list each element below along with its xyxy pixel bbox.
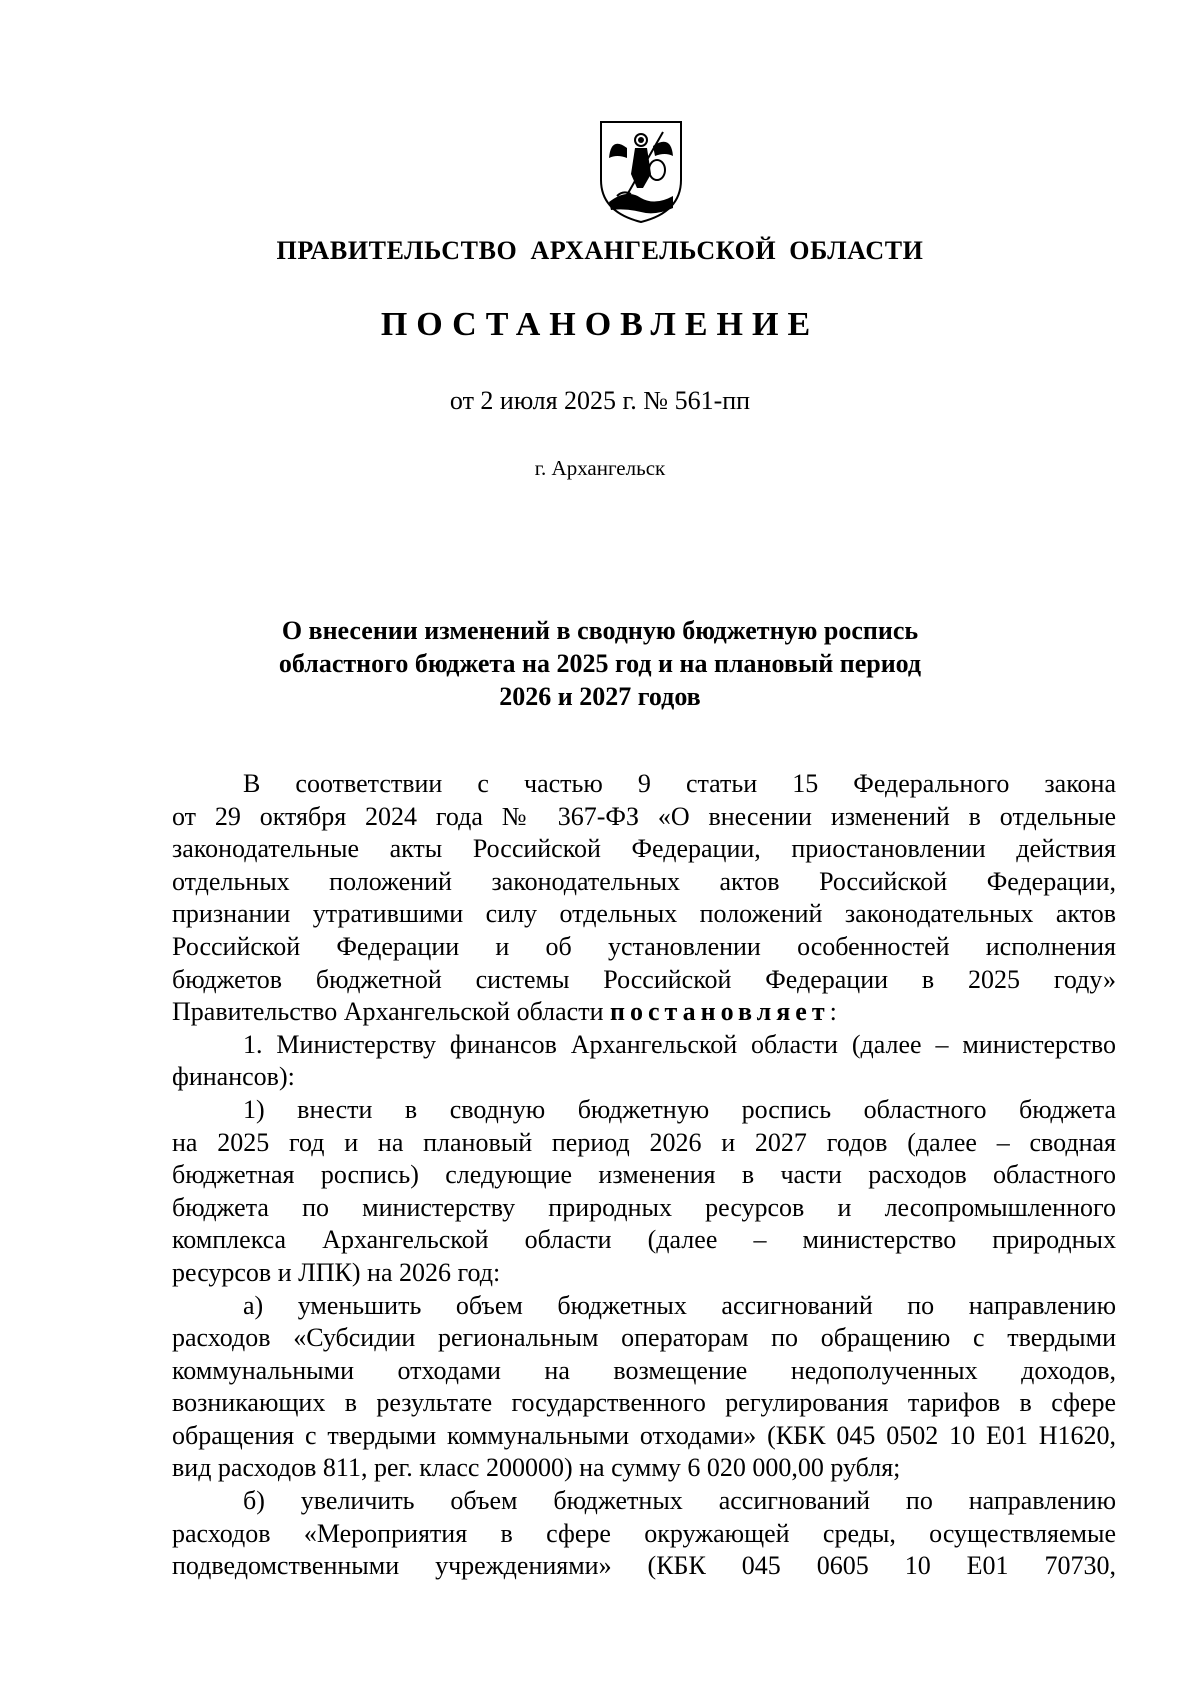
body-line: обращения с твердыми коммунальными отходами» (КБК 045 0502 10 Е01 Н1620, <box>172 1420 1116 1450</box>
body-line: отдельных положений законодательных актов Российской Федерации, <box>172 866 1116 896</box>
body-line: бюджетная роспись) следующие изменения в части расходов областного <box>172 1160 1116 1190</box>
body-line: б) увеличить объем бюджетных ассигнований по направлению <box>243 1486 1116 1516</box>
body-line: 1. Министерству финансов Архангельской области (далее – министерство <box>243 1029 1116 1059</box>
body-line: законодательные акты Российской Федерации, приостановлении действия <box>172 834 1116 864</box>
body-line: а) уменьшить объем бюджетных ассигнований по направлению <box>243 1290 1116 1320</box>
document-city: г. Архангельск <box>534 456 666 480</box>
decree-colon: : <box>829 997 837 1027</box>
coat-of-arms-icon <box>597 118 685 226</box>
body-line: В соответствии с частью 9 статьи 15 Федерального закона <box>243 769 1116 798</box>
body-line: от 29 октября 2024 года № 367-ФЗ «О внесении изменений в отдельные <box>172 801 1116 831</box>
title-line: областного бюджета на 2025 год и на плановый период <box>278 649 922 678</box>
body-line: вид расходов 811, рег. класс 200000) на сумму 6 020 000,00 рубля; <box>172 1453 901 1483</box>
body-line: бюджета по министерству природных ресурсов и лесопромышленного <box>172 1192 1116 1222</box>
document-title <box>0 614 1200 713</box>
body-line: подведомственными учреждениями» (КБК 045 0605 10 Е01 70730, <box>172 1551 1116 1581</box>
decree-emphasis: постановляет <box>610 997 830 1027</box>
document-type: ПОСТАНОВЛЕНИЕ <box>380 306 820 343</box>
document-body <box>172 768 1116 1583</box>
body-line: расходов «Мероприятия в сфере окружающей среды, осуществляемые <box>172 1518 1116 1548</box>
body-line: признании утратившими силу отдельных положений законодательных актов <box>172 899 1116 929</box>
body-line-text: Правительство Архангельской области <box>172 997 604 1027</box>
title-line: О внесении изменений в сводную бюджетную роспись <box>281 616 919 645</box>
body-line: ресурсов и ЛПК) на 2026 год: <box>172 1257 501 1287</box>
body-line: Российской Федерации и об установлении особенностей исполнения <box>172 931 1116 961</box>
body-line: бюджетов бюджетной системы Российской Федерации в 2025 году» <box>172 964 1116 994</box>
body-line: финансов): <box>172 1062 295 1092</box>
body-line-decree <box>172 996 1116 1029</box>
body-line: возникающих в результате государственного регулирования тарифов в сфере <box>172 1388 1116 1418</box>
body-line: коммунальными отходами на возмещение недополученных доходов, <box>172 1355 1116 1385</box>
body-line: 1) внести в сводную бюджетную роспись областного бюджета <box>243 1094 1116 1124</box>
body-line: комплекса Архангельской области (далее – министерство природных <box>172 1225 1116 1255</box>
title-line: 2026 и 2027 годов <box>499 682 701 711</box>
document-date-number: от 2 июля 2025 г. № 561-пп <box>449 386 751 415</box>
body-line: на 2025 год и на плановый период 2026 и 2027 годов (далее – сводная <box>172 1127 1116 1157</box>
body-line: расходов «Субсидии региональным операторам по обращению с твердыми <box>172 1323 1116 1353</box>
organization-name: ПРАВИТЕЛЬСТВО АРХАНГЕЛЬСКОЙ ОБЛАСТИ <box>276 236 924 265</box>
